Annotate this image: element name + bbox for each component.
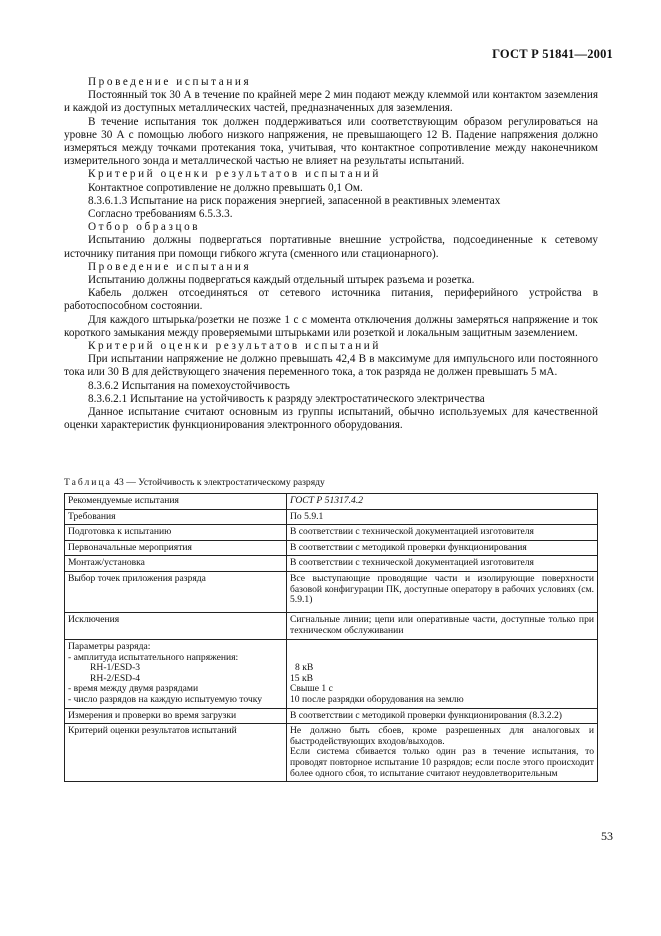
paragraph: Испытанию должны подвергаться каждый отдельный штырек разъема и розетка. (88, 274, 475, 287)
table-cell-value: В соответствии с технической документацией изготовителя (287, 556, 598, 572)
param-line: - число разрядов на каждую испытуемую точку (68, 693, 263, 705)
table-cell-key: Измерения и проверки во время загрузки (65, 708, 287, 724)
paragraph: Для каждого штырька/розетки не позже 1 с с момента отключения должны замеряться напряжение и ток короткого замыкания между проверяемыми штырьками или розеткой и локальным защитным заземлением. (64, 313, 598, 339)
table-row (65, 571, 598, 612)
subheading: Отбор образцов (88, 221, 201, 234)
param-line: - амплитуда испытательного напряжения: (68, 651, 239, 663)
table-cell-value: По 5.9.1 (287, 509, 598, 525)
paragraph: В течение испытания ток должен поддерживаться или соответствующим образом регулироваться на уровне 30 А с помощью любого низкого напряжения, не превышающего 12 В. Падение напряжения должно измеряться между точками протекания тока, учитывая, что контактное сопротивление между наконечником измерительного зонда и металлической частью не влияет на результаты испытаний. (64, 115, 598, 168)
table-caption (64, 477, 325, 488)
table-cell-value (287, 639, 598, 708)
paragraph: 8.3.6.2.1 Испытание на устойчивость к разряду электростатического электричества (88, 392, 485, 405)
document-header: ГОСТ Р 51841—2001 (492, 47, 613, 61)
table-row (65, 612, 598, 639)
table-cell-key: Исключения (65, 612, 287, 639)
param-line: Параметры разряда: (68, 640, 151, 652)
esd-table (64, 493, 598, 782)
table-cell-key: Монтаж/установка (65, 556, 287, 572)
subheading: Критерий оценки результатов испытаний (88, 340, 381, 353)
table-cell-key (65, 639, 287, 708)
subheading: Проведение испытания (88, 76, 252, 88)
page-number: 53 (601, 829, 613, 843)
subheading: Проведение испытания (88, 260, 252, 273)
param-value: 8 кВ (295, 661, 314, 673)
table-cell-value: Все выступающие проводящие части и изолирующие поверхности базовой конфигурации ПК, доступные оператору в рабочих условиях (см. 5.9.1) (287, 571, 598, 612)
table-row (65, 509, 598, 525)
param-line: RH-1/ESD-3 (90, 662, 141, 674)
paragraph: Данное испытание считают основным из группы испытаний, обычно используемых для качественной оценки характеристик функционирования электронного оборудования. (64, 406, 598, 432)
param-value: Свыше 1 с (290, 683, 333, 695)
paragraph: 8.3.6.2 Испытания на помехоустойчивость (88, 379, 290, 392)
table-row (65, 525, 598, 541)
table-cell-value: Сигнальные линии; цепи или оперативные части, доступные только при техническом обслуживании (287, 612, 598, 639)
paragraph: Кабель должен отсоединяться от сетевого источника питания, периферийного устройства в работоспособном состоянии. (64, 287, 598, 313)
table-caption-label: Таблица (64, 477, 112, 488)
subheading: Критерий оценки результатов испытаний (88, 168, 381, 181)
table-cell-value: В соответствии с технической документацией изготовителя (287, 525, 598, 541)
table-row (65, 708, 598, 724)
table-cell-value: В соответствии с методикой проверки функционирования (8.3.2.2) (287, 708, 598, 724)
paragraph: Согласно требованиям 6.5.3.3. (88, 208, 233, 221)
criterion-line: Не должно быть сбоев, кроме разрешенных для аналоговых и быстродействующих входов/выходов. (290, 725, 594, 747)
table-cell-key: Рекомендуемые испытания (65, 494, 287, 510)
paragraph: Контактное сопротивление не должно превышать 0,1 Ом. (88, 181, 363, 194)
param-line: RH-2/ESD-4 (90, 672, 141, 684)
table-row (65, 724, 598, 782)
table-caption-title: 43 — Устойчивость к электростатическому разряду (114, 477, 325, 488)
table-row (65, 494, 598, 510)
table-cell-key: Выбор точек приложения разряда (65, 571, 287, 612)
table-row (65, 540, 598, 556)
table-cell-value (287, 724, 598, 782)
criterion-line: Если система сбивается только один раз в течение испытания, то проводят повторное испытание 10 разрядов; если после этого происходит более одного сбоя, то испытание считают неудовлетворительным (290, 746, 594, 779)
param-value: 10 после разрядки оборудования на землю (290, 693, 464, 705)
table-cell-key: Требования (65, 509, 287, 525)
table-cell-value: В соответствии с методикой проверки функционирования (287, 540, 598, 556)
table-cell-key: Подготовка к испытанию (65, 525, 287, 541)
paragraph: При испытании напряжение не должно превышать 42,4 В в максимуме для импульсного или постоянного тока или 30 В для действующего значения переменного тока, а ток разряда не должен превышать 5 мА. (64, 353, 598, 379)
table-cell-value: ГОСТ Р 51317.4.2 (287, 494, 598, 510)
table-row (65, 639, 598, 708)
paragraph: Испытанию должны подвергаться портативные внешние устройства, подсоединенные к сетевому источнику питания при помощи гибкого жгута (сменного или стационарного). (64, 234, 598, 260)
paragraph: 8.3.6.1.3 Испытание на риск поражения энергией, запасенной в реактивных элементах (88, 194, 501, 207)
table-cell-key: Критерий оценки результатов испытаний (65, 724, 287, 782)
paragraph: Постоянный ток 30 А в течение по крайней мере 2 мин подают между клеммой или контактом заземления и каждой из доступных металлических частей, предназначенных для заземления. (64, 89, 598, 115)
table-row (65, 556, 598, 572)
param-value: 15 кВ (290, 672, 314, 684)
body-text (64, 76, 598, 432)
param-line: - время между двумя разрядами (68, 683, 199, 695)
table-cell-key: Первоначальные мероприятия (65, 540, 287, 556)
